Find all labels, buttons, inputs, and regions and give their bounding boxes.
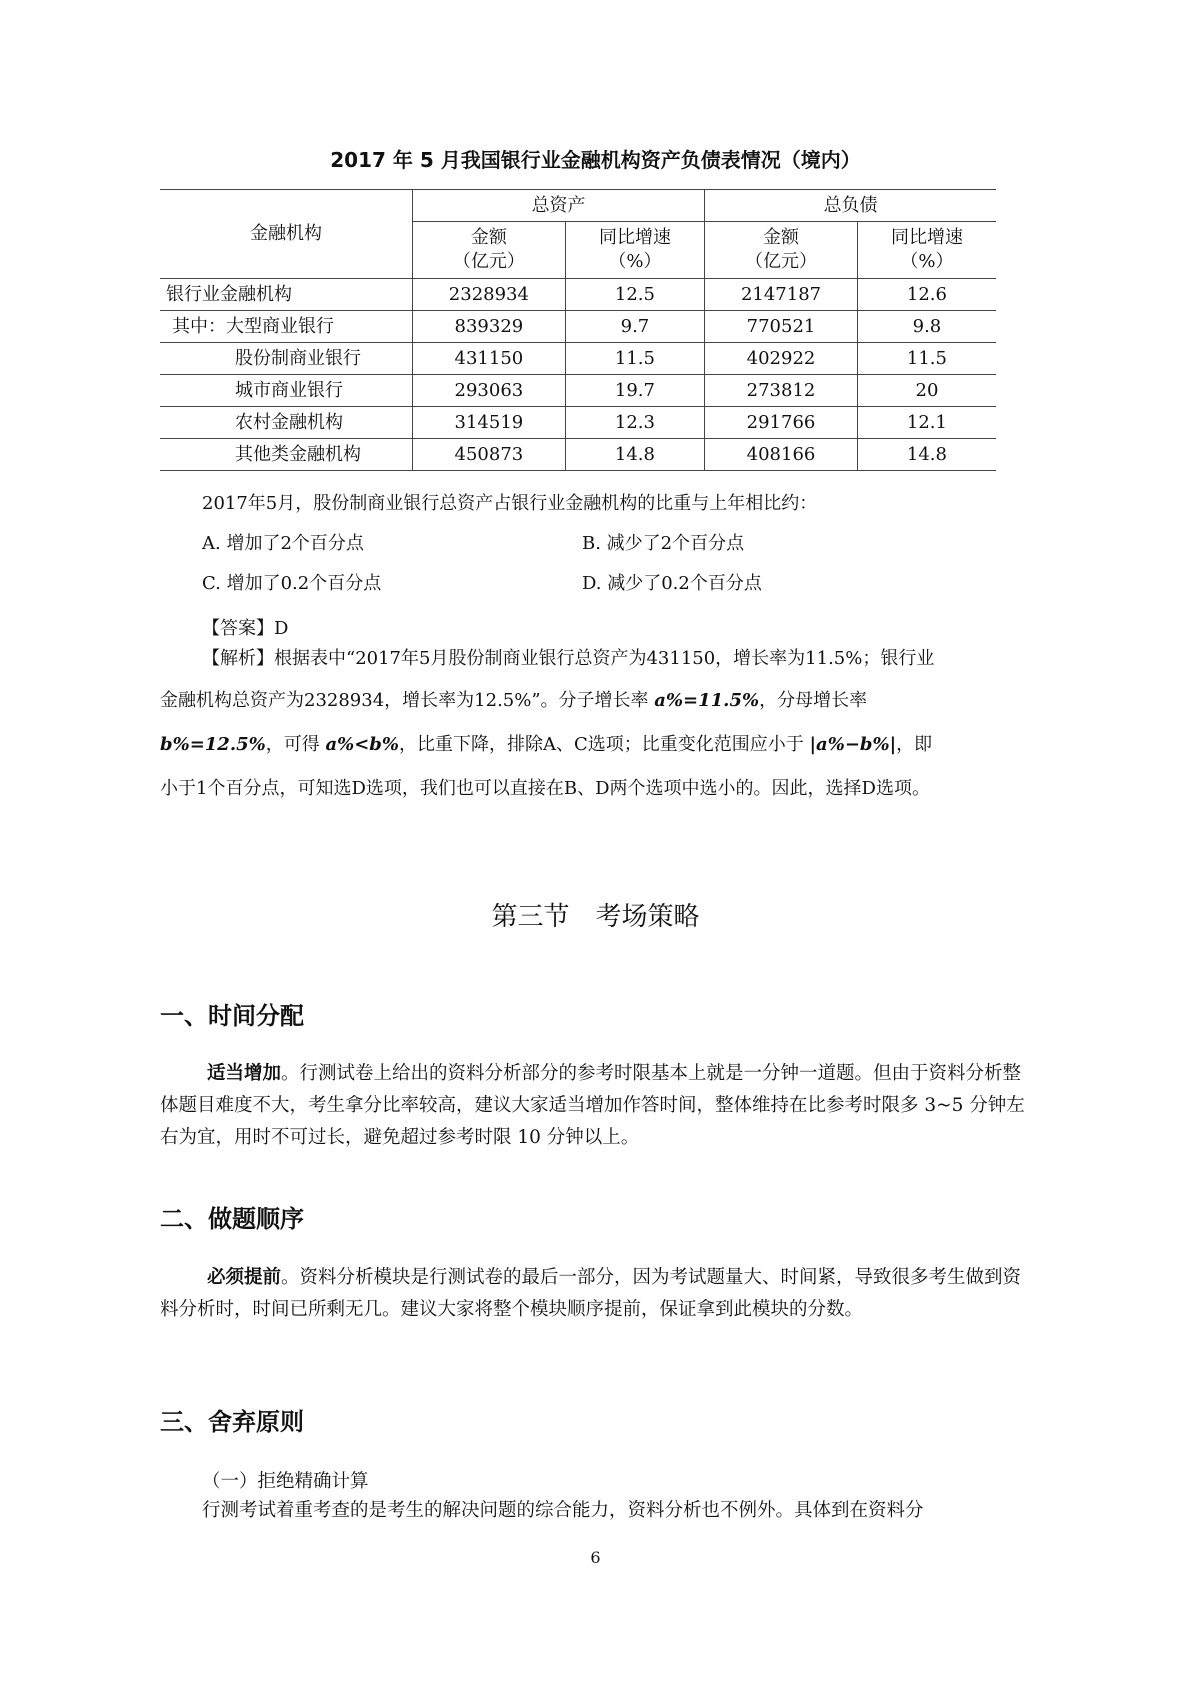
page-number: 6: [590, 1548, 601, 1567]
option-c: C. 增加了0.2个百分点: [202, 573, 382, 594]
answer: 【答案】D: [202, 618, 289, 639]
option-a: A. 增加了2个百分点: [202, 533, 364, 554]
option-d: D. 减少了0.2个百分点: [582, 573, 762, 594]
table-row: 其他类金融机构 450873 14.8 408166 14.8: [160, 439, 996, 471]
table-row: 其中：大型商业银行 839329 9.7 770521 9.8: [160, 311, 996, 343]
heading-order: 二、做题顺序: [160, 1205, 304, 1233]
analysis-line-1: 【解析】根据表中“2017年5月股份制商业银行总资产为431150，增长率为11.5%；银行业: [202, 648, 935, 669]
header-total-assets: 总资产: [413, 190, 705, 222]
analysis-line-3: b%=12.5%，可得 a%<b%，比重下降，排除A、C选项；比重变化范围应小于 |a%−b%|，即: [160, 734, 933, 755]
analysis-line-2: 金融机构总资产为2328934，增长率为12.5%”。分子增长率 a%=11.5%，分母增长率: [160, 690, 868, 711]
paragraph-order: 必须提前。资料分析模块是行测试卷的最后一部分，因为考试题量大、时间紧，导致很多考生做到资料分析时，时间已所剩无几。建议大家将整个模块顺序提前，保证拿到此模块的分数。: [160, 1267, 1022, 1320]
heading-abandon: 三、舍弃原则: [160, 1408, 304, 1436]
analysis-line-4: 小于1个百分点，可知选D选项，我们也可以直接在B、D两个选项中选小的。因此，选择D选项。: [160, 778, 930, 799]
header-institution: 金融机构: [160, 190, 413, 279]
header-liab-amount: 金额 （亿元）: [705, 222, 858, 279]
table-row: 农村金融机构 314519 12.3 291766 12.1: [160, 407, 996, 439]
header-asset-amount: 金额 （亿元）: [413, 222, 566, 279]
header-liab-growth: 同比增速 （%）: [857, 222, 996, 279]
table-row: 城市商业银行 293063 19.7 273812 20: [160, 375, 996, 407]
table-row: 银行业金融机构 2328934 12.5 2147187 12.6: [160, 279, 996, 311]
question-stem: 2017年5月，股份制商业银行总资产占银行业金融机构的比重与上年相比约：: [202, 493, 818, 514]
paragraph-time-allocation: 适当增加。行测试卷上给出的资料分析部分的参考时限基本上就是一分钟一道题。但由于资料分析整体题目难度不大，考生拿分比率较高，建议大家适当增加作答时间，整体维持在比参考时限多 3~5 分钟左右为宜，用时不可过长，避免超过参考时限 10 分钟以上。: [160, 1063, 1025, 1148]
option-b: B. 减少了2个百分点: [582, 533, 745, 554]
paragraph-abandon: 行测考试着重考查的是考生的解决问题的综合能力，资料分析也不例外。具体到在资料分: [202, 1500, 924, 1521]
header-asset-growth: 同比增速 （%）: [565, 222, 704, 279]
table-row: 股份制商业银行 431150 11.5 402922 11.5: [160, 343, 996, 375]
table-title: 2017 年 5 月我国银行业金融机构资产负债表情况（境内）: [330, 148, 861, 172]
heading-time-allocation: 一、时间分配: [160, 1002, 304, 1030]
header-total-liabilities: 总负债: [705, 190, 996, 222]
subheading-no-exact-calc: （一）拒绝精确计算: [202, 1471, 369, 1492]
balance-sheet-table: [160, 189, 996, 471]
section-title: 第三节 考场策略: [491, 902, 700, 932]
